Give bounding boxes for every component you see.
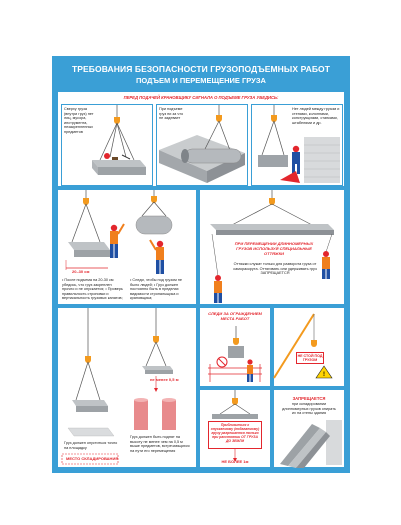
approach-caption-box	[208, 421, 262, 449]
subpanel-no-people-between	[251, 104, 343, 186]
prohibited-title: ЗАПРЕЩАЕТСЯ	[292, 396, 326, 401]
subpanel-no-loose-items	[61, 104, 153, 186]
long-load-warning: ПРИ ПЕРЕМЕЩЕНИИ ДЛИННОМЕРНЫХ ГРУЗОВ ИСПОЛЬЗУЙ СПЕЦИАЛЬНЫЕ ОТТЯЖКИ	[234, 241, 314, 256]
storage-place-label: МЕСТО СКЛАДИРОВАНИЯ	[66, 456, 119, 461]
illustration-fenced-area	[200, 308, 270, 386]
svg-text:!: !	[323, 372, 325, 378]
do-not-stand-text: НЕ СТОЙ ПОД ГРУЗОМ	[297, 353, 323, 362]
panel-prohibited-lean	[274, 390, 344, 467]
panel-test-lift	[58, 190, 196, 304]
caption-clearance: Груз должен быть поднят на высоту не менее чем на 0,5 м выше предметов, встречающихся на пути его перемещения	[130, 435, 190, 453]
caption-taglines: Оттяжки служат только для разворота груза от самораскрута. Оттягивать или удерживать груз ЗАПРЕЩАЕТСЯ	[233, 262, 317, 276]
caption-no-loose-items: Сверху груза (внутри груз) нет лиц, мусора, инструмента, незакрепленных предметов	[64, 107, 94, 134]
caption-nothing-snags: При подъеме груз ни за что не задевает	[159, 107, 184, 121]
fencing-label: СЛЕДИ ЗА ОГРАЖДЕНИЕМ МЕСТА РАБОТ	[208, 311, 262, 321]
poster-title: ТРЕБОВАНИЯ БЕЗОПАСНОСТИ ГРУЗОПОДЪЕМНЫХ РАБОТ	[71, 64, 331, 74]
panel-approach-load	[200, 390, 270, 467]
panel-before-signal	[58, 92, 344, 186]
before-signal-banner: ПЕРЕД ПОДАЧЕЙ КРАНОВЩИКУ СИГНАЛА О ПОДЪЕМЕ ГРУЗА УБЕДИСЬ:	[123, 95, 279, 100]
clearance-label: не менее 0,5 м	[150, 377, 179, 382]
panel-long-loads	[200, 190, 344, 304]
panel-lowering	[58, 308, 196, 467]
caption-watch-load: • Следи, чтобы под грузом не было людей; • Груз должен постоянно быть в пределах видимости стропальщика и крановщика;	[130, 278, 182, 301]
illustration-load-on-slings	[62, 105, 152, 185]
prohibited-caption: при складировании длинномерных грузов опирать их на стены здания	[282, 402, 336, 416]
caption-test-lift: • После подъема на 20-30 см убедись, что груз закреплен прочно и не опускается; • Проверь правильность строповки и вертикальность грузовых канатов;	[62, 278, 123, 301]
approach-distance: НЕ БОЛЕЕ 1м	[221, 459, 249, 464]
dimension-label: 20–30 см	[72, 269, 90, 274]
safety-poster	[52, 56, 350, 473]
poster-subtitle: ПОДЪЕМ И ПЕРЕМЕЩЕНИЕ ГРУЗА	[136, 76, 266, 85]
do-not-stand-sign	[296, 352, 324, 364]
illustration-pipe-lifting	[157, 105, 247, 185]
panel-fencing	[200, 308, 270, 386]
caption-no-people-between: Нет людей между грузом и стенами, колоннами, конструкциями, станками, штабелями и др.	[292, 107, 340, 125]
caption-lower-precisely: Груз должен опуститься точно на площадку	[64, 441, 118, 450]
illustration-wall-and-worker	[252, 105, 342, 185]
panel-do-not-stand	[274, 308, 344, 386]
subpanel-nothing-snags	[156, 104, 248, 186]
approach-caption: Приблизиться к опускаемому (подаваемому) грузу разрешается только при расстоянии ОТ ГРУЗА ДО ЗЕМЛИ	[210, 423, 260, 443]
illustration-slabs-against-wall	[274, 390, 344, 467]
illustration-crane-boom	[274, 308, 344, 386]
